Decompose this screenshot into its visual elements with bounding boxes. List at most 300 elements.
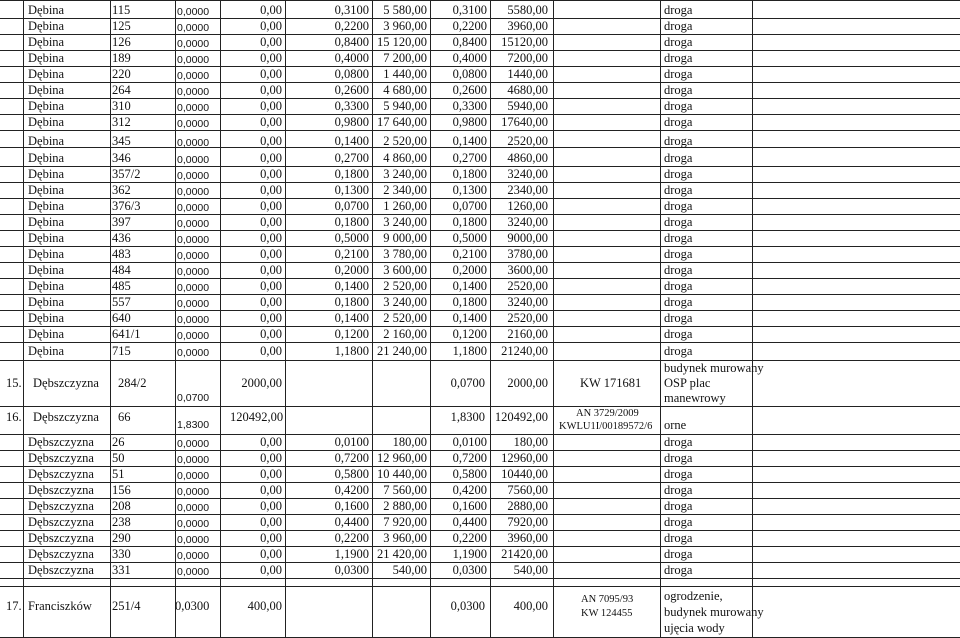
cell-use: droga bbox=[664, 51, 693, 65]
entry-number: 17. bbox=[6, 599, 22, 613]
cell-e: 1,1900 bbox=[452, 547, 487, 561]
cell-c: 0,1800 bbox=[334, 295, 369, 309]
cell-b: 0,00 bbox=[260, 435, 282, 449]
cell-a: 0,0000 bbox=[177, 6, 210, 18]
cell-b: 0,00 bbox=[260, 344, 282, 358]
cell-a: 0,0000 bbox=[177, 137, 210, 149]
cell-c: 0,2100 bbox=[334, 247, 369, 261]
cell-f: 2340,00 bbox=[507, 183, 548, 197]
cell-parcel: 397 bbox=[112, 215, 131, 229]
cell-e: 0,2600 bbox=[452, 83, 487, 97]
value-total: 2000,00 bbox=[507, 376, 548, 390]
cell-d: 5 580,00 bbox=[383, 3, 427, 17]
cell-use: droga bbox=[664, 467, 693, 481]
cell-c: 0,2200 bbox=[334, 19, 369, 33]
table-row bbox=[0, 34, 960, 50]
cell-loc: Dębina bbox=[28, 67, 65, 81]
table-row bbox=[0, 514, 960, 530]
cell-e: 0,1200 bbox=[452, 327, 487, 341]
cell-b: 0,00 bbox=[260, 215, 282, 229]
cell-use: droga bbox=[664, 515, 693, 529]
cell-e: 0,8400 bbox=[452, 35, 487, 49]
cell-e: 1,1800 bbox=[452, 344, 487, 358]
cell-parcel: 436 bbox=[112, 231, 131, 245]
table-row bbox=[0, 466, 960, 482]
cell-e: 0,4000 bbox=[452, 51, 487, 65]
cell-use: droga bbox=[664, 547, 693, 561]
cell-a: 0,0000 bbox=[177, 54, 210, 66]
cell-parcel: 331 bbox=[112, 563, 131, 577]
cell-d: 3 240,00 bbox=[383, 295, 427, 309]
cell-f: 5940,00 bbox=[507, 99, 548, 113]
table-row bbox=[0, 294, 960, 310]
cell-parcel: 345 bbox=[112, 134, 131, 148]
area-value: 1,8300 bbox=[177, 419, 210, 431]
cell-d: 10 440,00 bbox=[377, 467, 427, 481]
value-amount: 400,00 bbox=[247, 599, 282, 613]
land-register-line-1: AN 3729/2009 bbox=[576, 408, 639, 419]
cell-parcel: 330 bbox=[112, 547, 131, 561]
cell-e: 0,9800 bbox=[452, 115, 487, 129]
cell-e: 0,4400 bbox=[452, 515, 487, 529]
cell-f: 1440,00 bbox=[507, 67, 548, 81]
cell-a: 0,0000 bbox=[177, 566, 210, 578]
cell-loc: Dębina bbox=[28, 311, 65, 325]
cell-e: 0,1800 bbox=[452, 215, 487, 229]
cell-d: 2 160,00 bbox=[383, 327, 427, 341]
cell-a: 0,0000 bbox=[177, 314, 210, 326]
cell-a: 0,0000 bbox=[177, 102, 210, 114]
cell-loc: Dębszczyzna bbox=[28, 563, 94, 577]
area-value: 0,0300 bbox=[175, 599, 210, 613]
entry-number: 15. bbox=[6, 376, 22, 390]
cell-a: 0,0000 bbox=[177, 70, 210, 82]
cell-b: 0,00 bbox=[260, 247, 282, 261]
cell-parcel: 208 bbox=[112, 499, 131, 513]
cell-e: 0,0800 bbox=[452, 67, 487, 81]
location: Franciszków bbox=[28, 599, 92, 613]
cell-c: 0,1400 bbox=[334, 134, 369, 148]
cell-use: droga bbox=[664, 531, 693, 545]
table-row bbox=[0, 450, 960, 466]
table-row bbox=[0, 2, 960, 18]
cell-f: 17640,00 bbox=[501, 115, 548, 129]
cell-d: 4 860,00 bbox=[383, 151, 427, 165]
cell-d: 7 560,00 bbox=[383, 483, 427, 497]
cell-b: 0,00 bbox=[260, 563, 282, 577]
cell-c: 0,1600 bbox=[334, 499, 369, 513]
cell-a: 0,0000 bbox=[177, 234, 210, 246]
location: Dębszczyzna bbox=[33, 410, 99, 424]
value-total: 400,00 bbox=[513, 599, 548, 613]
cell-use: droga bbox=[664, 151, 693, 165]
table-row bbox=[0, 498, 960, 514]
usage-line-1: ogrodzenie, bbox=[664, 589, 723, 603]
cell-c: 0,4200 bbox=[334, 483, 369, 497]
entry-number: 16. bbox=[6, 410, 22, 424]
cell-c: 1,1900 bbox=[334, 547, 369, 561]
cell-parcel: 50 bbox=[112, 451, 125, 465]
cell-loc: Dębina bbox=[28, 344, 65, 358]
table-row bbox=[0, 530, 960, 546]
cell-parcel: 640 bbox=[112, 311, 131, 325]
cell-d: 3 780,00 bbox=[383, 247, 427, 261]
cell-loc: Dębszczyzna bbox=[28, 467, 94, 481]
cell-e: 0,0100 bbox=[452, 435, 487, 449]
cell-f: 3600,00 bbox=[507, 263, 548, 277]
parcel-number: 284/2 bbox=[118, 376, 147, 390]
entry-17 bbox=[0, 586, 960, 638]
cell-parcel: 346 bbox=[112, 151, 131, 165]
cell-b: 0,00 bbox=[260, 311, 282, 325]
cell-b: 0,00 bbox=[260, 327, 282, 341]
cell-a: 0,0000 bbox=[177, 534, 210, 546]
cell-a: 0,0000 bbox=[177, 38, 210, 50]
cell-a: 0,0000 bbox=[177, 282, 210, 294]
cell-use: droga bbox=[664, 83, 693, 97]
usage-line-2: budynek murowany bbox=[664, 605, 764, 619]
cell-loc: Dębszczyzna bbox=[28, 547, 94, 561]
cell-c: 0,0800 bbox=[334, 67, 369, 81]
cell-e: 0,1400 bbox=[452, 134, 487, 148]
cell-c: 0,0100 bbox=[334, 435, 369, 449]
cell-parcel: 264 bbox=[112, 83, 131, 97]
location: Dębszczyzna bbox=[33, 376, 99, 390]
cell-a: 0,0000 bbox=[177, 330, 210, 342]
cell-b: 0,00 bbox=[260, 547, 282, 561]
cell-e: 0,1400 bbox=[452, 279, 487, 293]
cell-b: 0,00 bbox=[260, 279, 282, 293]
cell-loc: Dębina bbox=[28, 295, 65, 309]
cell-use: droga bbox=[664, 231, 693, 245]
cell-loc: Dębszczyzna bbox=[28, 531, 94, 545]
area-total: 0,0300 bbox=[450, 599, 485, 613]
cell-use: droga bbox=[664, 311, 693, 325]
cell-c: 0,4400 bbox=[334, 515, 369, 529]
cell-d: 7 920,00 bbox=[383, 515, 427, 529]
cell-a: 0,0000 bbox=[177, 518, 210, 530]
cell-loc: Dębszczyzna bbox=[28, 451, 94, 465]
area-total: 1,8300 bbox=[450, 410, 485, 424]
cell-d: 9 000,00 bbox=[383, 231, 427, 245]
cell-parcel: 26 bbox=[112, 435, 125, 449]
area-value: 0,0700 bbox=[177, 392, 210, 404]
value-total: 120492,00 bbox=[494, 410, 548, 424]
table-row bbox=[0, 166, 960, 182]
cell-a: 0,0000 bbox=[177, 470, 210, 482]
cell-use: droga bbox=[664, 215, 693, 229]
cell-e: 0,3300 bbox=[452, 99, 487, 113]
cell-loc: Dębina bbox=[28, 99, 65, 113]
cell-loc: Dębszczyzna bbox=[28, 435, 94, 449]
cell-f: 2520,00 bbox=[507, 279, 548, 293]
cell-use: droga bbox=[664, 295, 693, 309]
cell-f: 21240,00 bbox=[501, 344, 548, 358]
cell-f: 180,00 bbox=[513, 435, 548, 449]
cell-loc: Dębszczyzna bbox=[28, 483, 94, 497]
table-row bbox=[0, 133, 960, 149]
cell-f: 9000,00 bbox=[507, 231, 548, 245]
cell-loc: Dębina bbox=[28, 215, 65, 229]
cell-a: 0,0000 bbox=[177, 550, 210, 562]
cell-c: 1,1800 bbox=[334, 344, 369, 358]
table-row bbox=[0, 278, 960, 294]
area-total: 0,0700 bbox=[450, 376, 485, 390]
cell-use: droga bbox=[664, 183, 693, 197]
cell-use: droga bbox=[664, 451, 693, 465]
cell-loc: Dębina bbox=[28, 115, 65, 129]
cell-loc: Dębina bbox=[28, 83, 65, 97]
table-row bbox=[0, 343, 960, 359]
cell-parcel: 357/2 bbox=[112, 167, 141, 181]
table-row bbox=[0, 310, 960, 326]
cell-use: droga bbox=[664, 167, 693, 181]
cell-b: 0,00 bbox=[260, 83, 282, 97]
cell-d: 540,00 bbox=[392, 563, 427, 577]
cell-c: 0,7200 bbox=[334, 451, 369, 465]
cell-use: droga bbox=[664, 263, 693, 277]
cell-b: 0,00 bbox=[260, 263, 282, 277]
cell-c: 0,0700 bbox=[334, 199, 369, 213]
cell-use: droga bbox=[664, 483, 693, 497]
cell-d: 1 440,00 bbox=[383, 67, 427, 81]
cell-b: 0,00 bbox=[260, 3, 282, 17]
cell-b: 0,00 bbox=[260, 231, 282, 245]
cell-f: 7200,00 bbox=[507, 51, 548, 65]
cell-c: 0,1800 bbox=[334, 215, 369, 229]
cell-parcel: 362 bbox=[112, 183, 131, 197]
cell-loc: Dębina bbox=[28, 247, 65, 261]
cell-e: 0,1300 bbox=[452, 183, 487, 197]
cell-use: droga bbox=[664, 279, 693, 293]
cell-c: 0,3100 bbox=[334, 3, 369, 17]
cell-b: 0,00 bbox=[260, 51, 282, 65]
cell-f: 12960,00 bbox=[501, 451, 548, 465]
cell-use: droga bbox=[664, 435, 693, 449]
cell-c: 0,8400 bbox=[334, 35, 369, 49]
cell-parcel: 238 bbox=[112, 515, 131, 529]
cell-parcel: 485 bbox=[112, 279, 131, 293]
cell-e: 0,4200 bbox=[452, 483, 487, 497]
cell-f: 4680,00 bbox=[507, 83, 548, 97]
cell-c: 0,2000 bbox=[334, 263, 369, 277]
cell-f: 10440,00 bbox=[501, 467, 548, 481]
cell-use: droga bbox=[664, 199, 693, 213]
cell-loc: Dębina bbox=[28, 151, 65, 165]
cell-d: 15 120,00 bbox=[377, 35, 427, 49]
table-row bbox=[0, 230, 960, 246]
cell-use: droga bbox=[664, 134, 693, 148]
cell-e: 0,0700 bbox=[452, 199, 487, 213]
land-register-line-2: KWLU1I/00189572/6 bbox=[559, 421, 653, 432]
cell-b: 0,00 bbox=[260, 183, 282, 197]
cell-parcel: 483 bbox=[112, 247, 131, 261]
cell-a: 0,0000 bbox=[177, 502, 210, 514]
cell-f: 3240,00 bbox=[507, 167, 548, 181]
cell-a: 0,0000 bbox=[177, 170, 210, 182]
cell-f: 7920,00 bbox=[507, 515, 548, 529]
cell-parcel: 484 bbox=[112, 263, 131, 277]
cell-c: 0,1200 bbox=[334, 327, 369, 341]
cell-d: 2 520,00 bbox=[383, 134, 427, 148]
cell-f: 1260,00 bbox=[507, 199, 548, 213]
cell-f: 15120,00 bbox=[501, 35, 548, 49]
row-divider bbox=[0, 0, 960, 1]
cell-b: 0,00 bbox=[260, 467, 282, 481]
cell-d: 180,00 bbox=[392, 435, 427, 449]
cell-c: 0,1800 bbox=[334, 167, 369, 181]
cell-d: 7 200,00 bbox=[383, 51, 427, 65]
cell-a: 0,0000 bbox=[177, 218, 210, 230]
cell-loc: Dębina bbox=[28, 134, 65, 148]
cell-b: 0,00 bbox=[260, 134, 282, 148]
cell-d: 2 340,00 bbox=[383, 183, 427, 197]
cell-use: droga bbox=[664, 3, 693, 17]
land-register-line-2: KW 124455 bbox=[581, 608, 633, 619]
cell-loc: Dębina bbox=[28, 263, 65, 277]
cell-d: 21 240,00 bbox=[377, 344, 427, 358]
cell-d: 3 960,00 bbox=[383, 19, 427, 33]
cell-parcel: 310 bbox=[112, 99, 131, 113]
cell-f: 2520,00 bbox=[507, 311, 548, 325]
cell-use: droga bbox=[664, 35, 693, 49]
cell-b: 0,00 bbox=[260, 499, 282, 513]
land-register-line-1: AN 7095/93 bbox=[581, 594, 634, 605]
cell-d: 3 240,00 bbox=[383, 167, 427, 181]
usage: orne bbox=[664, 418, 687, 432]
cell-a: 0,0000 bbox=[177, 438, 210, 450]
cell-d: 3 240,00 bbox=[383, 215, 427, 229]
cell-c: 0,5000 bbox=[334, 231, 369, 245]
cell-parcel: 715 bbox=[112, 344, 131, 358]
cell-e: 0,2000 bbox=[452, 263, 487, 277]
cell-e: 0,1800 bbox=[452, 167, 487, 181]
cell-b: 0,00 bbox=[260, 35, 282, 49]
cell-f: 2160,00 bbox=[507, 327, 548, 341]
cell-use: droga bbox=[664, 499, 693, 513]
cell-e: 0,2100 bbox=[452, 247, 487, 261]
cell-parcel: 126 bbox=[112, 35, 131, 49]
row-divider bbox=[0, 578, 960, 579]
cell-e: 0,5000 bbox=[452, 231, 487, 245]
cell-f: 3960,00 bbox=[507, 531, 548, 545]
cell-a: 0,0000 bbox=[177, 266, 210, 278]
cell-b: 0,00 bbox=[260, 483, 282, 497]
parcel-number: 251/4 bbox=[112, 599, 141, 613]
table-row bbox=[0, 546, 960, 562]
cell-e: 0,2200 bbox=[452, 19, 487, 33]
table-row bbox=[0, 82, 960, 98]
cell-d: 12 960,00 bbox=[377, 451, 427, 465]
cell-use: droga bbox=[664, 247, 693, 261]
cell-c: 0,0300 bbox=[334, 563, 369, 577]
cell-c: 0,1400 bbox=[334, 311, 369, 325]
cell-d: 2 520,00 bbox=[383, 311, 427, 325]
cell-loc: Dębszczyzna bbox=[28, 515, 94, 529]
cell-f: 21420,00 bbox=[501, 547, 548, 561]
cell-parcel: 312 bbox=[112, 115, 131, 129]
cell-c: 0,2600 bbox=[334, 83, 369, 97]
cell-f: 4860,00 bbox=[507, 151, 548, 165]
cell-use: droga bbox=[664, 67, 693, 81]
cell-b: 0,00 bbox=[260, 515, 282, 529]
entry-15 bbox=[0, 360, 960, 406]
cell-d: 3 600,00 bbox=[383, 263, 427, 277]
cell-loc: Dębszczyzna bbox=[28, 499, 94, 513]
cell-d: 2 520,00 bbox=[383, 279, 427, 293]
cell-a: 0,0000 bbox=[177, 347, 210, 359]
usage-line-1: budynek murowany bbox=[664, 361, 764, 375]
cell-loc: Dębina bbox=[28, 199, 65, 213]
cell-b: 0,00 bbox=[260, 151, 282, 165]
table-row bbox=[0, 434, 960, 450]
cell-b: 0,00 bbox=[260, 115, 282, 129]
cell-f: 540,00 bbox=[513, 563, 548, 577]
cell-d: 21 420,00 bbox=[377, 547, 427, 561]
cell-loc: Dębina bbox=[28, 327, 65, 341]
value-amount: 120492,00 bbox=[230, 410, 284, 424]
cell-c: 0,4000 bbox=[334, 51, 369, 65]
cell-use: droga bbox=[664, 563, 693, 577]
cell-b: 0,00 bbox=[260, 167, 282, 181]
cell-b: 0,00 bbox=[260, 199, 282, 213]
cell-b: 0,00 bbox=[260, 531, 282, 545]
cell-e: 0,2700 bbox=[452, 151, 487, 165]
cell-loc: Dębina bbox=[28, 19, 65, 33]
row-divider bbox=[0, 130, 960, 131]
cell-use: droga bbox=[664, 115, 693, 129]
table-row bbox=[0, 482, 960, 498]
cell-d: 4 680,00 bbox=[383, 83, 427, 97]
cell-e: 0,0300 bbox=[452, 563, 487, 577]
table-row bbox=[0, 562, 960, 578]
land-register: KW 171681 bbox=[580, 376, 642, 390]
cell-parcel: 125 bbox=[112, 19, 131, 33]
table-row bbox=[0, 50, 960, 66]
cell-c: 0,2700 bbox=[334, 151, 369, 165]
cell-c: 0,9800 bbox=[334, 115, 369, 129]
cell-a: 0,0000 bbox=[177, 202, 210, 214]
table-row bbox=[0, 214, 960, 230]
cell-a: 0,0000 bbox=[177, 154, 210, 166]
cell-f: 3780,00 bbox=[507, 247, 548, 261]
cell-use: droga bbox=[664, 344, 693, 358]
cell-e: 0,3100 bbox=[452, 3, 487, 17]
cell-loc: Dębina bbox=[28, 35, 65, 49]
table-row bbox=[0, 326, 960, 342]
cell-f: 7560,00 bbox=[507, 483, 548, 497]
table-row bbox=[0, 198, 960, 214]
table-row bbox=[0, 66, 960, 82]
table-row bbox=[0, 262, 960, 278]
cell-a: 0,0000 bbox=[177, 86, 210, 98]
cell-c: 0,1300 bbox=[334, 183, 369, 197]
cell-a: 0,0000 bbox=[177, 250, 210, 262]
cell-a: 0,0000 bbox=[177, 298, 210, 310]
table-row bbox=[0, 150, 960, 166]
cell-b: 0,00 bbox=[260, 99, 282, 113]
usage-line-2: OSP plac bbox=[664, 376, 711, 390]
cell-a: 0,0000 bbox=[177, 186, 210, 198]
cell-use: droga bbox=[664, 327, 693, 341]
table-row bbox=[0, 18, 960, 34]
cell-loc: Dębina bbox=[28, 183, 65, 197]
cell-f: 2880,00 bbox=[507, 499, 548, 513]
cell-a: 0,0000 bbox=[177, 454, 210, 466]
cell-d: 1 260,00 bbox=[383, 199, 427, 213]
cell-parcel: 220 bbox=[112, 67, 131, 81]
cell-use: droga bbox=[664, 99, 693, 113]
